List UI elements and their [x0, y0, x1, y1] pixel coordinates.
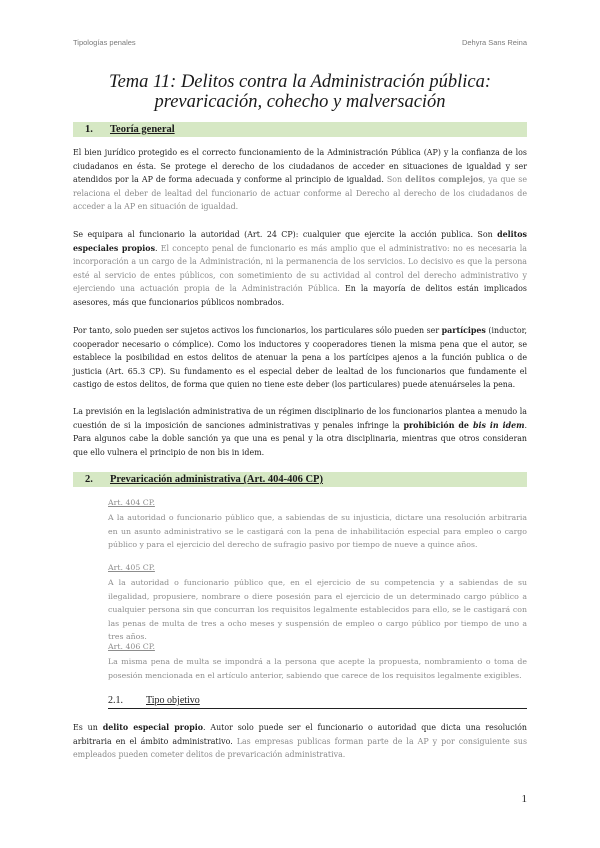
article-text-405: A la autoridad o funcionario público que, en el ejercicio de su competencia y a sabiendas de su ilegalidad, propusiere, nombrare o diere posesión para el ejercicio de un determinado cargo público a cualquier persona sin que concurran los requisitos legalmente establecidos para ello, se le castigará con las penas de multa de tres a ocho meses y suspensión de empleo o cargo público por tiempo de uno a tres años. [108, 578, 527, 641]
text-span: Por tanto, solo pueden ser sujetos activos los funcionarios, los particulares sólo pueden ser [73, 326, 442, 335]
text-span: La previsión en la legislación administrativa de un régimen disciplinario de los funcionarios plantea a menudo la cuestión de si la imposición de sanciones administrativas y penales infringe la [73, 407, 527, 430]
section-heading-2 [73, 472, 527, 487]
emphasis-text: delitos complejos [405, 175, 483, 184]
subsection-label: Tipo objetivo [146, 695, 200, 706]
text-span: . [155, 243, 161, 253]
emphasis-text: delitos especiales propios [73, 230, 527, 253]
emphasis-text: partícipes [441, 326, 486, 335]
text-span: Las empresas publicas forman parte de la AP y por consiguiente sus empleados pueden cometer delitos de prevaricación administrativa. [73, 736, 527, 759]
article-text-406: La misma pena de multa se impondrá a la persona que acepte la propuesta, nombramiento o toma de posesión mencionada en el artículo anterior, sabiendo que carece de los requisitos legalmente exigibles. [108, 657, 527, 680]
paragraph-tipo-objetivo [73, 721, 527, 762]
emphasis-text: delito especial propio [102, 723, 203, 732]
section-number: 2. [85, 474, 93, 485]
subsection-heading-2-1 [108, 694, 527, 709]
header-subject: Tipologías penales [73, 38, 136, 47]
article-ref-406: Art. 406 CP. [108, 642, 155, 651]
paragraph-bien-juridico [73, 146, 527, 214]
article-ref-404: Art. 404 CP. [108, 498, 155, 507]
text-span: El concepto penal de funcionario es más amplio que el administrativo: no es necesaria la incorporación a un cargo de la Administración, ni la permanencia de los servicios. Lo decisivo es que la persona esté al servicio de entes públicos, con sometimiento de su actividad al control del derecho administrativo y ejerciendo una actuación propia de la Administración Pública. [73, 243, 527, 293]
text-span: El bien jurídico protegido es el correcto funcionamiento de la Administración Pública (AP) y la confianza de los ciudadanos en ésta. Se protege el derecho de los ciudadanos de acceder en situaciones de igualdad y ser atendidos por la AP de forma adecuada y conforme al principio de igualdad. [73, 148, 527, 184]
article-text-404: A la autoridad o funcionario público que, a sabiendas de su injusticia, dictare una resolución arbitraria en un asunto administrativo se le castigará con la pena de inhabilitación especial para empleo o cargo público y para el ejercicio del derecho de sufragio pasivo por tiempo de nueve a quince años. [108, 513, 527, 549]
section-number: 1. [85, 124, 93, 135]
page-number: 1 [521, 793, 527, 805]
text-span: Es un [73, 723, 103, 732]
text-span: . Para algunos cabe la doble sanción ya que una es penal y la otra disciplinaria, mientras que otros consideran que ello vulnera el principio de non bis in idem. [73, 420, 527, 457]
paragraph-sujetos [73, 324, 527, 392]
section-heading-1 [73, 122, 527, 137]
text-span: , ya que se relaciona el deber de lealtad del funcionario de actuar conforme al Derecho al derecho de los ciudadanos de acceder a la AP en situación de igualdad. [73, 175, 527, 211]
text-span: . Autor solo puede ser el funcionario o autoridad que dicta una resolución arbitraria en el ámbito administrativo. [73, 723, 527, 746]
section-label: Prevaricación administrativa (Art. 404-406 CP) [110, 474, 323, 485]
subsection-number: 2.1. [108, 695, 123, 706]
section-label: Teoría general [110, 124, 175, 135]
text-span: Son [383, 175, 406, 184]
document-title: Tema 11: Delitos contra la Administración pública: prevaricación, cohecho y malversación [109, 72, 491, 112]
emphasis-text: bis in idem [472, 420, 525, 430]
emphasis-text: prohibición de [403, 420, 473, 430]
paragraph-bis-in-idem [73, 405, 527, 459]
article-ref-405: Art. 405 CP. [108, 563, 155, 572]
paragraph-funcionario [73, 228, 527, 309]
text-span: (inductor, cooperador necesario o cómplice). Como los inductores y cooperadores tienen la misma pena que el autor, se establece la posibilidad en estos delitos de atenuar la pena a los partícipes ajenos a la función publica o de justicia (Art. 65.3 CP). Su fundamento es el especial deber de lealtad de los funcionarios que fundamente el castigo de estos delitos, de forma que quien no tiene este deber (los particulares) puede atenuárseles la pena. [73, 326, 528, 389]
header-author: Dehyra Sans Reina [461, 38, 527, 47]
text-span: En la mayoría de delitos están implicados asesores, más que funcionarios públicos nombrados. [73, 284, 527, 307]
text-span: Se equipara al funcionario la autoridad (Art. 24 CP): cualquier que ejercite la acción publica. Son [73, 230, 498, 239]
